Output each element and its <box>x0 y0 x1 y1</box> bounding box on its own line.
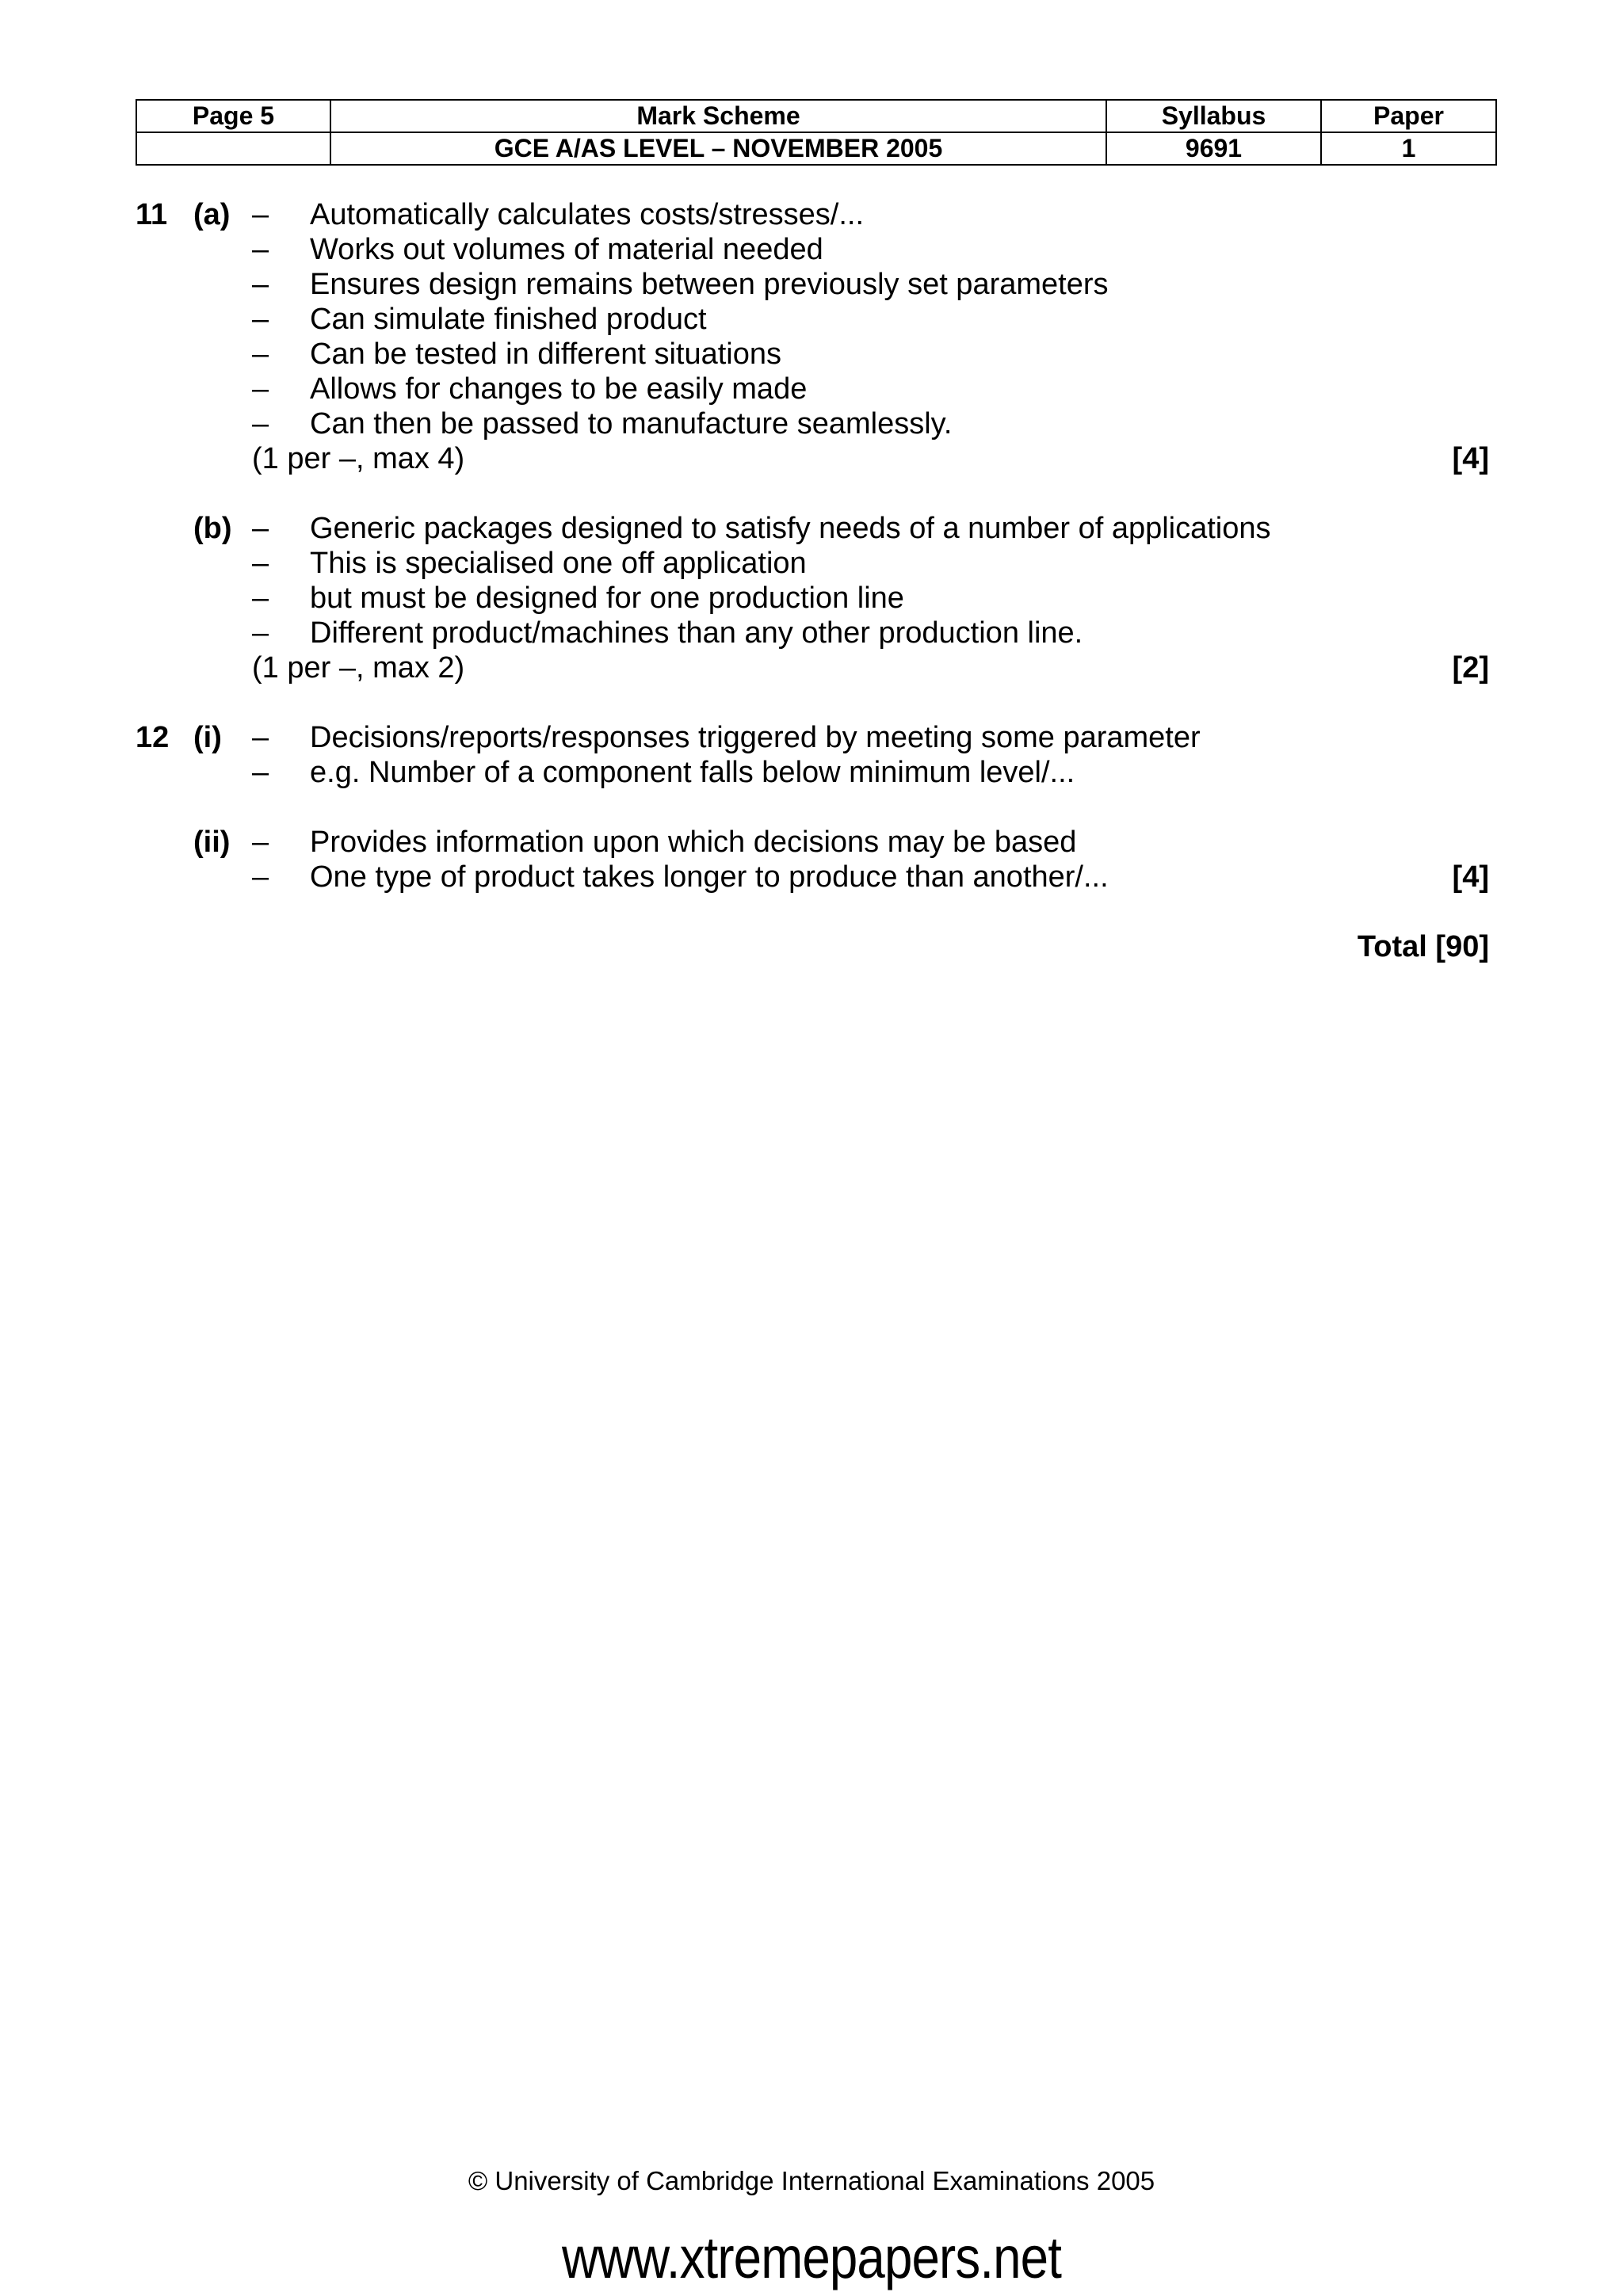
bullet-dash: – <box>252 860 269 894</box>
answer-12ii-1: Provides information upon which decisions may be based <box>310 826 1077 859</box>
answer-11b-3: but must be designed for one production line <box>310 582 904 615</box>
header-row-1 <box>136 100 1496 132</box>
total-marks: Total [90] <box>1357 930 1489 963</box>
syllabus-label: Syllabus <box>1106 100 1321 132</box>
website-watermark[interactable]: www.xtremepapers.net <box>561 2225 1062 2290</box>
bullet-dash: – <box>252 826 269 859</box>
answer-11b-4: Different product/machines than any other production line. <box>310 616 1083 650</box>
answer-12i-2: e.g. Number of a component falls below minimum level/... <box>310 756 1075 789</box>
part-label-11a: (a) <box>193 198 231 231</box>
syllabus-code: 9691 <box>1106 132 1321 165</box>
bullet-dash: – <box>252 338 269 371</box>
bullet-dash: – <box>252 233 269 266</box>
mark-note-11a: (1 per –, max 4) <box>252 442 465 475</box>
answer-11a-1: Automatically calculates costs/stresses/... <box>310 198 865 231</box>
answer-11b-1: Generic packages designed to satisfy needs of a number of applications <box>310 512 1271 545</box>
paper-label: Paper <box>1321 100 1496 132</box>
empty-cell <box>136 132 330 165</box>
mark-12: [4] <box>1452 860 1489 894</box>
part-label-12i: (i) <box>193 721 222 754</box>
question-number-11: 11 <box>136 198 168 231</box>
mark-11a: [4] <box>1452 442 1489 475</box>
bullet-dash: – <box>252 303 269 336</box>
answer-11a-4: Can simulate finished product <box>310 303 707 336</box>
bullet-dash: – <box>252 582 269 615</box>
bullet-dash: – <box>252 268 269 301</box>
answer-12i-1: Decisions/reports/responses triggered by meeting some parameter <box>310 721 1201 754</box>
bullet-dash: – <box>252 756 269 789</box>
scheme-label: Mark Scheme <box>330 100 1106 132</box>
answer-11a-3: Ensures design remains between previously set parameters <box>310 268 1109 301</box>
header-row-2 <box>136 132 1496 165</box>
question-number-12: 12 <box>136 721 170 754</box>
answer-11a-7: Can then be passed to manufacture seamlessly. <box>310 407 953 441</box>
answer-11a-5: Can be tested in different situations <box>310 338 782 371</box>
mark-11b: [2] <box>1452 651 1489 685</box>
answer-11a-2: Works out volumes of material needed <box>310 233 823 266</box>
bullet-dash: – <box>252 512 269 545</box>
answer-12ii-2: One type of product takes longer to produce than another/... <box>310 860 1109 894</box>
bullet-dash: – <box>252 547 269 580</box>
bullet-dash: – <box>252 198 269 231</box>
answer-11b-2: This is specialised one off application <box>310 547 807 580</box>
bullet-dash: – <box>252 407 269 441</box>
part-label-11b: (b) <box>193 512 232 545</box>
part-label-12ii: (ii) <box>193 826 231 859</box>
bullet-dash: – <box>252 372 269 406</box>
header-table <box>136 99 1497 166</box>
exam-title: GCE A/AS LEVEL – NOVEMBER 2005 <box>330 132 1106 165</box>
bullet-dash: – <box>252 721 269 754</box>
mark-note-11b: (1 per –, max 2) <box>252 651 465 685</box>
answer-11a-6: Allows for changes to be easily made <box>310 372 808 406</box>
page-label: Page 5 <box>136 100 330 132</box>
copyright-notice: © University of Cambridge International Examinations 2005 <box>468 2166 1155 2195</box>
paper-number: 1 <box>1321 132 1496 165</box>
bullet-dash: – <box>252 616 269 650</box>
